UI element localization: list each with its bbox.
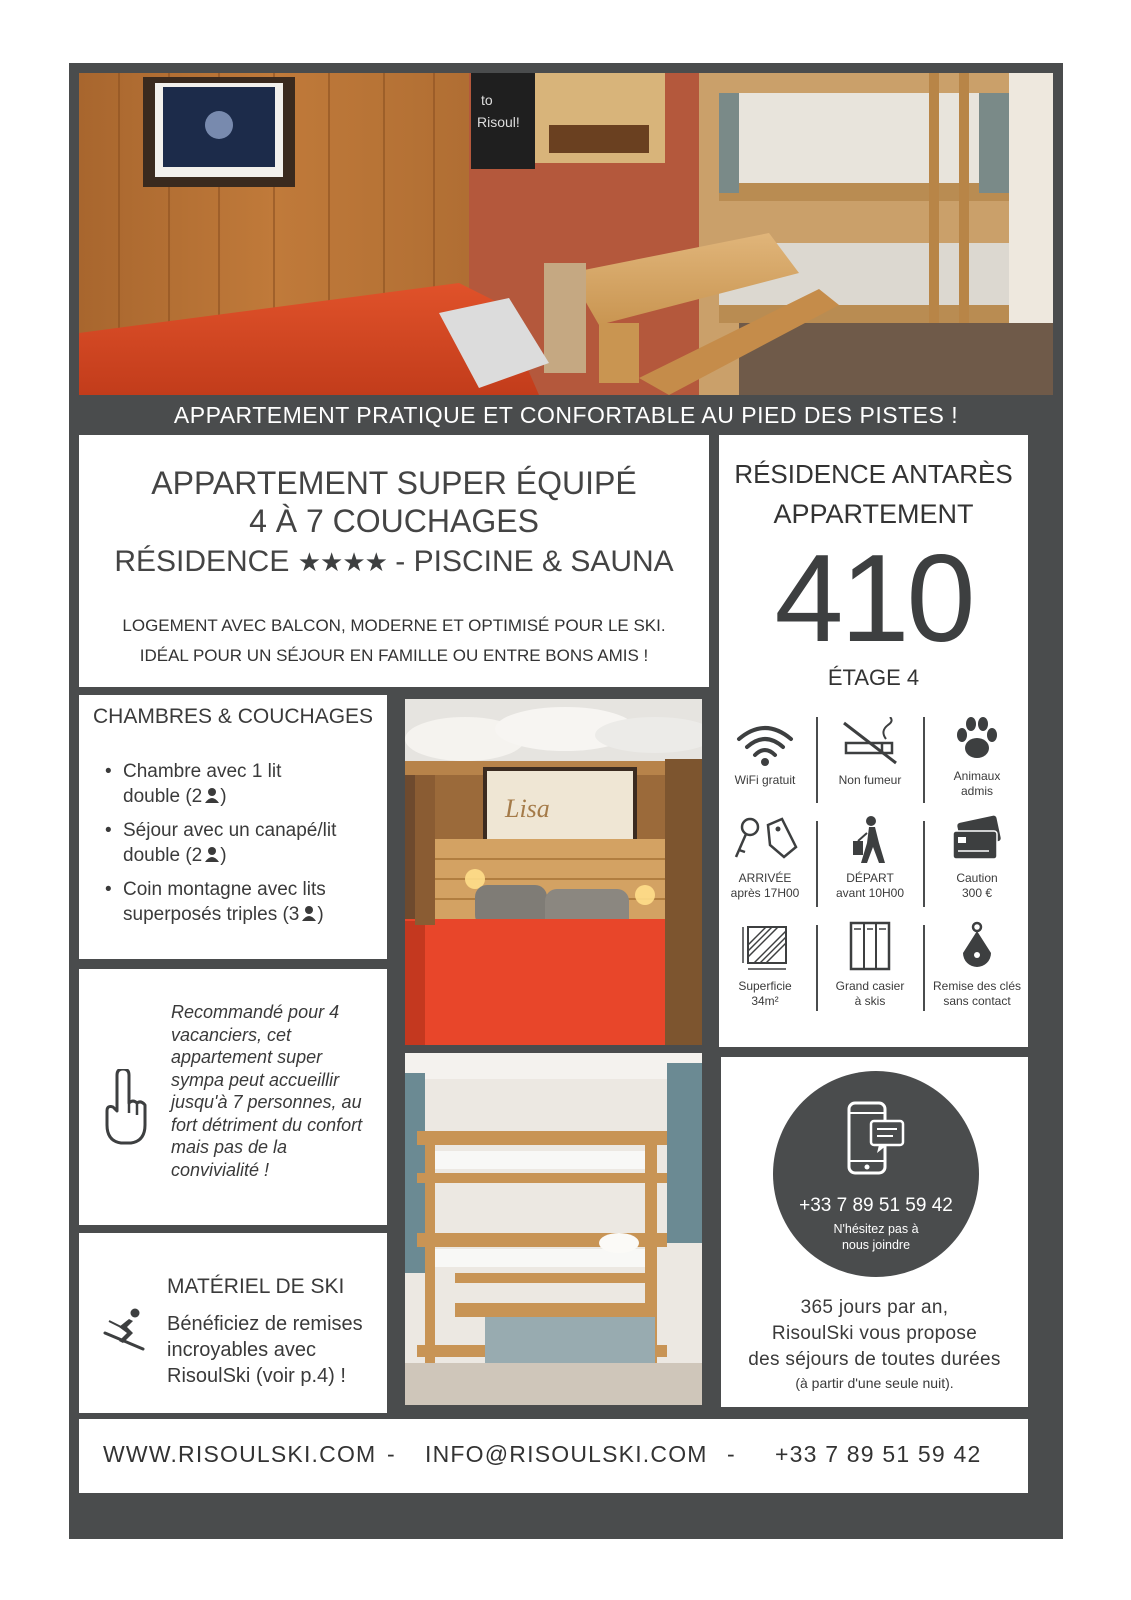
headline-panel (79, 435, 709, 687)
apartment-label: APPARTEMENT (773, 499, 974, 529)
contact-panel (721, 1057, 1028, 1407)
raised-finger-hand-icon (103, 1069, 149, 1147)
amenity-label: admis (960, 784, 993, 798)
amenity-label: Caution (956, 871, 998, 885)
living-room-photo (79, 73, 1053, 395)
list-item: • Chambre avec 1 lit double (2 ) (105, 759, 375, 809)
smartphone-chat-icon (847, 1099, 905, 1177)
paw-icon (952, 715, 1002, 763)
apartment-info-panel (719, 435, 1028, 1047)
no-smoking-icon (840, 717, 900, 767)
rooms-title: CHAMBRES & COUCHAGES (93, 705, 374, 728)
amenity-label: Grand casier (835, 979, 905, 993)
amenity-label: Remise des clés (932, 979, 1022, 993)
amenity-surface (713, 923, 817, 1009)
headline-banner: APPARTEMENT PRATIQUE ET CONFORTABLE AU PIED DES PISTES ! (173, 402, 959, 428)
contact-note: (à partir d'une seule nuit). (795, 1375, 954, 1391)
residence-suffix: - PISCINE & SAUNA (395, 545, 674, 578)
footer-separator: - (387, 1441, 396, 1467)
amenity-departure (818, 815, 922, 901)
rooms-list (105, 759, 375, 936)
walking-luggage-icon (845, 815, 895, 865)
list-item: • Coin montagne avec lits superposés triples (3 ) (105, 877, 375, 927)
footer-separator: - (727, 1441, 736, 1467)
amenity-label: 34m² (751, 994, 779, 1008)
bedroom-photo (405, 699, 702, 1045)
description-line2: IDÉAL POUR UN SÉJOUR EN FAMILLE OU ENTRE BONS AMIS ! (139, 646, 649, 665)
footer-website-link[interactable]: WWW.RISOULSKI.COM (103, 1441, 377, 1467)
floor-label: ÉTAGE 4 (827, 665, 920, 690)
person-icon (204, 787, 220, 803)
svg-text:to: to (481, 92, 493, 108)
person-icon (204, 846, 220, 862)
keys-icon (730, 815, 800, 865)
area-icon (740, 923, 790, 973)
rooms-panel (79, 695, 387, 959)
amenity-arrival (713, 815, 817, 901)
amenity-label: Animaux (953, 769, 1001, 783)
headline-title-line2: 4 À 7 COUCHAGES (249, 503, 539, 539)
keyless-icon (957, 921, 997, 973)
residence-name: RÉSIDENCE ANTARÈS (734, 459, 1013, 489)
amenity-wifi (713, 723, 817, 788)
amenity-ski-locker (818, 921, 922, 1009)
amenity-label: DÉPART (846, 871, 894, 885)
recommendation-text: Recommandé pour 4 vacanciers, cet appartement super sympa peut accueillir jusqu'à 7 personnes, au fort détriment du confort mais pas de la convivialité ! (171, 1002, 363, 1180)
ski-text: Bénéficiez de remises incroyables avec RisoulSki (voir p.4) ! (167, 1313, 363, 1387)
amenity-label: Non fumeur (838, 773, 902, 787)
contact-invite: N'hésitez pas à nous joindre (833, 1222, 919, 1252)
amenity-label: après 17H00 (730, 886, 800, 900)
star-rating: ★★★★ (297, 547, 387, 577)
amenity-label: 300 € (961, 886, 993, 900)
amenity-non-smoking (818, 717, 922, 788)
amenity-keyless (925, 921, 1029, 1009)
residence-prefix: RÉSIDENCE (114, 545, 290, 578)
sign-text: Lisa (505, 794, 550, 823)
amenity-label: à skis (854, 994, 886, 1008)
residence-line (79, 545, 709, 579)
recommendation-panel (79, 969, 387, 1225)
bunk-beds-photo (405, 1053, 702, 1405)
phone-badge (773, 1071, 979, 1277)
person-icon (301, 905, 317, 921)
contact-text: 365 jours par an, RisoulSki vous propose des séjours de toutes durées (748, 1297, 1001, 1370)
ski-title: MATÉRIEL DE SKI (167, 1275, 345, 1298)
list-item: • Séjour avec un canapé/lit double (2 ) (105, 818, 375, 868)
amenity-pets (925, 715, 1029, 799)
skier-icon (103, 1307, 145, 1351)
contact-phone-number[interactable]: +33 7 89 51 59 42 (799, 1195, 953, 1216)
credit-card-icon (949, 815, 1005, 865)
amenity-label: avant 10H00 (835, 886, 905, 900)
amenity-label: Superficie (738, 979, 792, 993)
svg-text:Risoul!: Risoul! (477, 114, 520, 130)
footer-phone-link[interactable]: +33 7 89 51 59 42 (775, 1441, 982, 1467)
footer-email-link[interactable]: INFO@RISOULSKI.COM (425, 1441, 708, 1467)
amenity-label: sans contact (943, 994, 1011, 1008)
ski-locker-icon (845, 921, 895, 973)
amenity-deposit (925, 815, 1029, 901)
headline-title-line1: APPARTEMENT SUPER ÉQUIPÉ (151, 465, 637, 501)
amenity-label: ARRIVÉE (738, 871, 792, 885)
description-line1: LOGEMENT AVEC BALCON, MODERNE ET OPTIMISÉ POUR LE SKI. (122, 616, 666, 635)
wifi-icon (735, 723, 795, 767)
amenity-label: WiFi gratuit (734, 773, 796, 787)
ski-equipment-panel (79, 1233, 387, 1413)
page-frame (69, 63, 1063, 1539)
footer (79, 1419, 1028, 1493)
apartment-number: 410 (774, 530, 973, 668)
